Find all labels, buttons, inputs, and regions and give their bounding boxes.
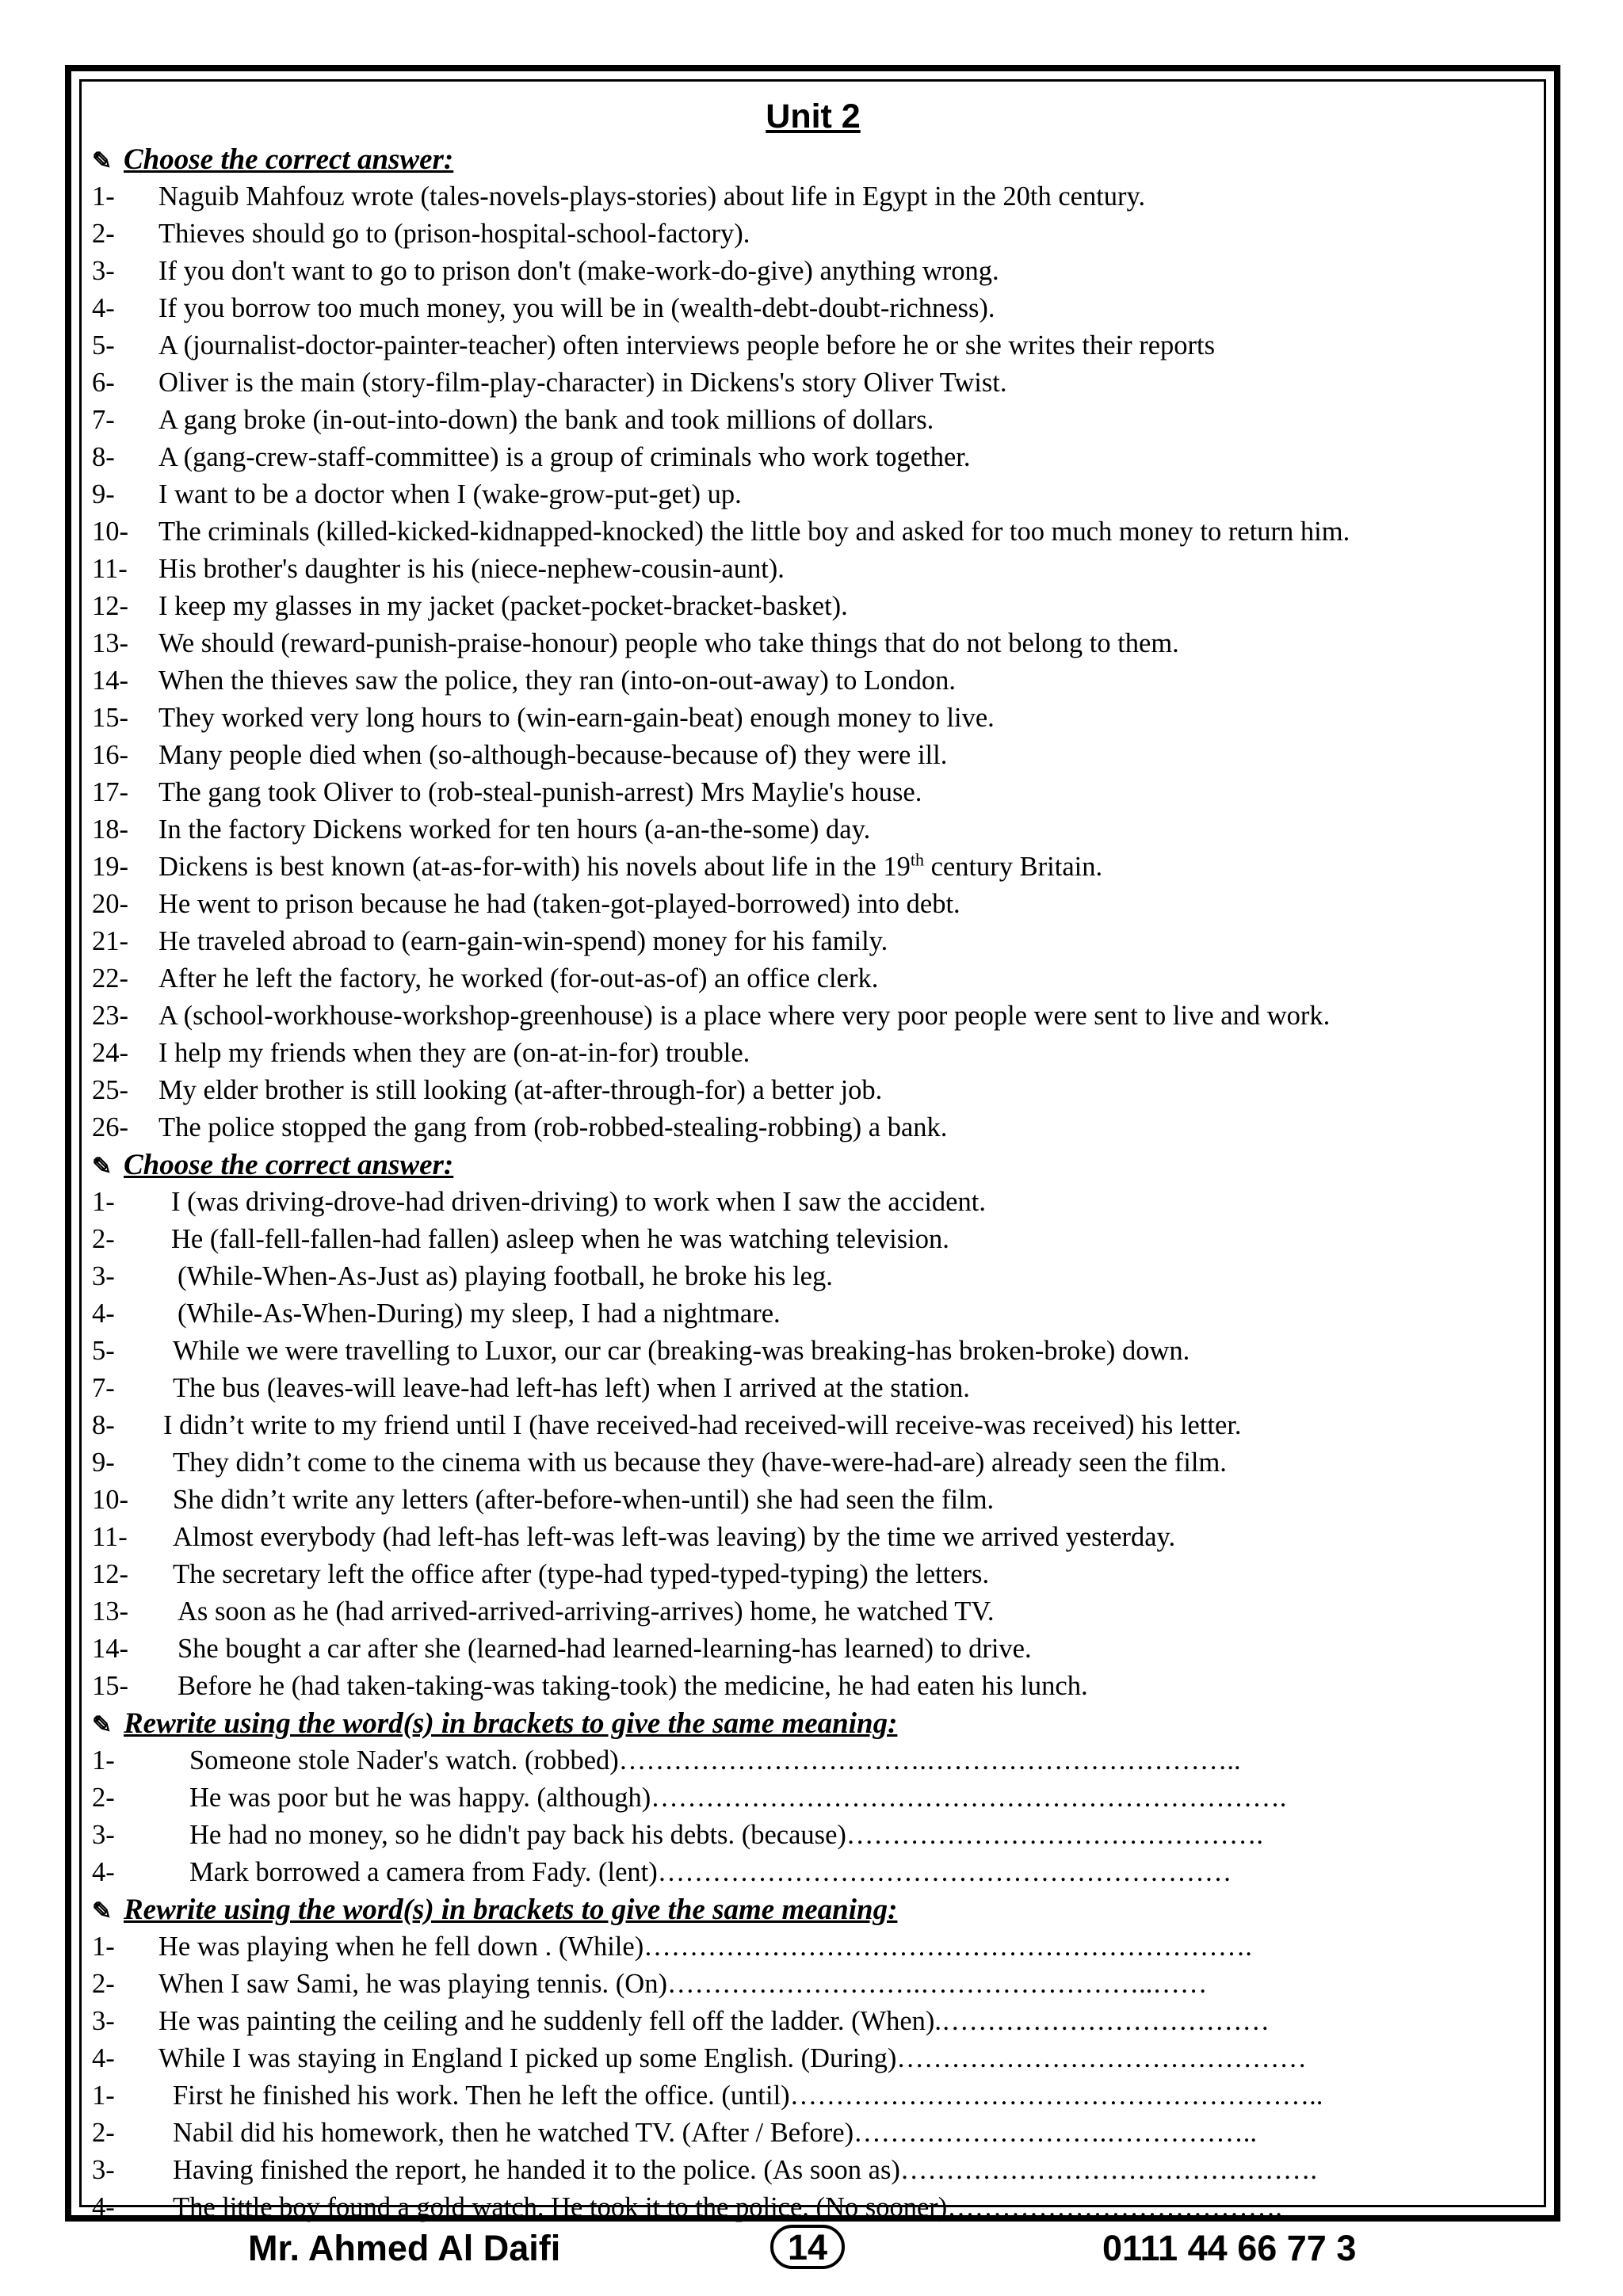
item-text: The secretary left the office after (type-had typed-typed-typing) the letters.: [173, 1559, 990, 1589]
exercise-item: [92, 1370, 1582, 1407]
item-number: 4-: [92, 1299, 115, 1329]
phone-number: 0111 44 66 77 3: [1102, 2228, 1357, 2268]
exercise-item: [92, 402, 1582, 439]
item-number: 19-: [92, 852, 128, 882]
item-text: If you borrow too much money, you will be in (wealth-debt-doubt-richness).: [158, 293, 995, 323]
item-number: 14-: [92, 1634, 128, 1664]
item-text: The bus (leaves-will leave-had left-has left) when I arrived at the station.: [173, 1373, 970, 1403]
item-text: [158, 849, 1102, 886]
item-number: 24-: [92, 1038, 128, 1068]
pencil-icon: ✎: [92, 1154, 113, 1180]
exercise-item: [92, 551, 1582, 588]
item-number: 3-: [92, 256, 115, 286]
item-text: Mark borrowed a camera from Fady. (lent)………………………………………………………: [189, 1857, 1232, 1887]
item-number: 4-: [92, 2043, 115, 2073]
item-number: 8-: [92, 1410, 115, 1440]
item-text-part: century Britain.: [923, 852, 1103, 882]
exercise-item: [92, 290, 1582, 327]
section-heading: [92, 1705, 1582, 1742]
item-text: She bought a car after she (learned-had learned-learning-has learned) to drive.: [178, 1634, 1032, 1664]
item-number: 17-: [92, 777, 128, 807]
exercise-item: [92, 1742, 1582, 1779]
item-number: 2-: [92, 1224, 115, 1254]
item-text: When the thieves saw the police, they ran (into-on-out-away) to London.: [158, 666, 956, 696]
item-number: 16-: [92, 740, 128, 770]
exercise-item: [92, 811, 1582, 849]
item-text: A (gang-crew-staff-committee) is a group of criminals who work together.: [158, 442, 971, 472]
item-number: 7-: [92, 1373, 115, 1403]
item-text: My elder brother is still looking (at-after-through-for) a better job.: [158, 1075, 883, 1105]
item-text: He was painting the ceiling and he suddenly fell off the ladder. (When).………………………………: [158, 2006, 1270, 2036]
section-heading-text: Choose the correct answer:: [124, 1149, 454, 1181]
item-text: When I saw Sami, he was playing tennis. (On)……………………….……………………..……: [158, 1969, 1208, 1999]
exercise-item: [92, 1109, 1582, 1146]
item-text: The gang took Oliver to (rob-steal-punish-arrest) Mrs Maylie's house.: [158, 777, 922, 807]
item-text: I didn’t write to my friend until I (have received-had received-will receive-was received) his letter.: [163, 1410, 1242, 1440]
item-number: 3-: [92, 1820, 115, 1850]
item-text: The police stopped the gang from (rob-robbed-stealing-robbing) a bank.: [158, 1112, 948, 1142]
item-number: 5-: [92, 1336, 115, 1366]
item-number: 1-: [92, 1187, 115, 1217]
item-text: As soon as he (had arrived-arrived-arriving-arrives) home, he watched TV.: [178, 1596, 995, 1627]
exercise-item: [92, 1407, 1582, 1444]
item-number: 8-: [92, 442, 115, 472]
item-number: 12-: [92, 1559, 128, 1589]
exercise-item: [92, 327, 1582, 364]
item-number: 9-: [92, 1447, 115, 1478]
item-number: 2-: [92, 1783, 115, 1813]
item-text: The criminals (killed-kicked-kidnapped-knocked) the little boy and asked for too much money to return him.: [158, 517, 1350, 547]
item-text: First he finished his work. Then he left the office. (until)…………………………………………………..: [173, 2081, 1323, 2111]
exercise-item: [92, 1593, 1582, 1630]
superscript: th: [910, 849, 924, 870]
pencil-icon: ✎: [92, 1898, 113, 1924]
item-text: Many people died when (so-although-because-because of) they were ill.: [158, 740, 948, 770]
item-number: 23-: [92, 1001, 128, 1031]
exercise-item: [92, 588, 1582, 625]
item-number: 2-: [92, 219, 115, 249]
exercise-item: [92, 1556, 1582, 1593]
item-number: 6-: [92, 368, 115, 398]
item-number: 10-: [92, 517, 128, 547]
item-number: 3-: [92, 2006, 115, 2036]
item-text: While we were travelling to Luxor, our car (breaking-was breaking-has broken-broke) down.: [173, 1336, 1190, 1366]
worksheet-content: [92, 92, 1582, 2226]
item-number: 26-: [92, 1112, 128, 1142]
item-number: 3-: [92, 2155, 115, 2185]
exercise-item: [92, 364, 1582, 402]
pencil-icon: ✎: [92, 148, 113, 174]
exercise-item: [92, 2003, 1582, 2040]
item-text: We should (reward-punish-praise-honour) people who take things that do not belong to them.: [158, 628, 1179, 658]
exercise-item: [92, 2115, 1582, 2152]
exercise-item: [92, 1817, 1582, 1854]
item-text: A (school-workhouse-workshop-greenhouse) is a place where very poor people were sent to live and work.: [158, 1001, 1331, 1031]
item-number: 11-: [92, 554, 128, 584]
exercise-item: [92, 1928, 1582, 1966]
exercise-section: [92, 1705, 1582, 1891]
item-text: I (was driving-drove-had driven-driving) to work when I saw the accident.: [171, 1187, 986, 1217]
item-number: 12-: [92, 591, 128, 621]
item-text: Someone stole Nader's watch. (robbed)…………………………….……………………………..: [189, 1745, 1241, 1775]
section-heading: [92, 1891, 1582, 1928]
item-text: (While-As-When-During) my sleep, I had a nightmare.: [178, 1299, 781, 1329]
item-number: 14-: [92, 666, 128, 696]
item-text: They didn’t come to the cinema with us because they (have-were-had-are) already seen the film.: [173, 1447, 1227, 1478]
item-text: He traveled abroad to (earn-gain-win-spend) money for his family.: [158, 926, 888, 956]
exercise-item: [92, 1035, 1582, 1072]
item-text: While I was staying in England I picked up some English. (During)………………………………………: [158, 2043, 1307, 2073]
exercise-item: [92, 1221, 1582, 1258]
exercise-section: [92, 1891, 1582, 2226]
unit-title: Unit 2: [766, 97, 861, 135]
item-text: He (fall-fell-fallen-had fallen) asleep when he was watching television.: [171, 1224, 949, 1254]
exercise-item: [92, 253, 1582, 290]
item-number: 5-: [92, 330, 115, 360]
item-number: 7-: [92, 405, 115, 435]
exercise-item: [92, 1854, 1582, 1891]
item-text: I keep my glasses in my jacket (packet-pocket-bracket-basket).: [158, 591, 848, 621]
item-text: In the factory Dickens worked for ten hours (a-an-the-some) day.: [158, 814, 871, 845]
exercise-item: [92, 960, 1582, 997]
item-text: His brother's daughter is his (niece-nephew-cousin-aunt).: [158, 554, 785, 584]
exercise-item: [92, 923, 1582, 960]
item-number: 15-: [92, 1671, 128, 1701]
item-text: (While-When-As-Just as) playing football, he broke his leg.: [178, 1261, 833, 1291]
item-text: Having finished the report, he handed it to the police. (As soon as)……………………………………….: [173, 2155, 1317, 2185]
item-number: 18-: [92, 814, 128, 845]
item-number: 1-: [92, 1932, 115, 1962]
item-text: Before he (had taken-taking-was taking-took) the medicine, he had eaten his lunch.: [178, 1671, 1088, 1701]
item-number: 1-: [92, 181, 115, 212]
exercise-item: [92, 625, 1582, 662]
exercise-item: [92, 737, 1582, 774]
item-number: 13-: [92, 1596, 128, 1627]
exercise-item: [92, 1444, 1582, 1482]
section-heading-text: Rewrite using the word(s) in brackets to give the same meaning:: [124, 1894, 898, 1926]
item-text: Almost everybody (had left-has left-was left-was leaving) by the time we arrived yesterday.: [173, 1522, 1176, 1552]
exercise-item: [92, 1072, 1582, 1109]
exercise-item: [92, 1184, 1582, 1221]
exercise-item: [92, 1333, 1582, 1370]
page-number: 14: [770, 2225, 845, 2269]
exercise-item: [92, 1295, 1582, 1333]
item-text: If you don't want to go to prison don't (make-work-do-give) anything wrong.: [158, 256, 999, 286]
section-heading-text: Choose the correct answer:: [124, 143, 454, 176]
item-number: 13-: [92, 628, 128, 658]
item-number: 2-: [92, 2118, 115, 2148]
item-number: 2-: [92, 1969, 115, 1999]
exercise-item: [92, 849, 1582, 886]
item-number: 4-: [92, 293, 115, 323]
section-heading: [92, 141, 1582, 178]
exercise-item: [92, 1519, 1582, 1556]
item-number: 1-: [92, 1745, 115, 1775]
item-number: 3-: [92, 1261, 115, 1291]
exercise-item: [92, 1966, 1582, 2003]
item-text-part: Dickens is best known (at-as-for-with) his novels about life in the 19: [158, 852, 911, 882]
item-text: She didn’t write any letters (after-before-when-until) she had seen the film.: [173, 1485, 995, 1515]
author-name: Mr. Ahmed Al Daifi: [248, 2228, 561, 2268]
item-number: 25-: [92, 1075, 128, 1105]
section-heading-text: Rewrite using the word(s) in brackets to give the same meaning:: [124, 1707, 898, 1740]
exercise-item: [92, 1668, 1582, 1705]
item-text: The little boy found a gold watch. He took it to the police. (No sooner)……………………………….: [173, 2192, 1282, 2222]
exercise-item: [92, 513, 1582, 551]
item-number: 20-: [92, 889, 128, 919]
exercise-item: [92, 886, 1582, 923]
exercise-item: [92, 700, 1582, 737]
exercise-item: [92, 439, 1582, 476]
item-number: 9-: [92, 479, 115, 509]
exercise-item: [92, 662, 1582, 700]
item-text: Oliver is the main (story-film-play-character) in Dickens's story Oliver Twist.: [158, 368, 1007, 398]
item-text: They worked very long hours to (win-earn-gain-beat) enough money to live.: [158, 703, 995, 733]
exercise-item: [92, 178, 1582, 215]
item-text: He was poor but he was happy. (although)…………………………………………………………….: [189, 1783, 1287, 1813]
exercise-item: [92, 2152, 1582, 2189]
item-text: A gang broke (in-out-into-down) the bank and took millions of dollars.: [158, 405, 934, 435]
sections-container: [92, 141, 1582, 2226]
page-footer: [0, 2225, 1623, 2272]
item-number: 10-: [92, 1485, 128, 1515]
exercise-item: [92, 476, 1582, 513]
exercise-item: [92, 1630, 1582, 1668]
item-text: A (journalist-doctor-painter-teacher) often interviews people before he or she writes their reports: [158, 330, 1216, 360]
item-text: After he left the factory, he worked (for-out-as-of) an office clerk.: [158, 963, 879, 994]
exercise-item: [92, 2077, 1582, 2115]
item-text: Thieves should go to (prison-hospital-school-factory).: [158, 219, 750, 249]
exercise-item: [92, 1482, 1582, 1519]
pencil-icon: ✎: [92, 1712, 113, 1738]
exercise-section: [92, 141, 1582, 1146]
exercise-section: [92, 1146, 1582, 1705]
exercise-item: [92, 215, 1582, 253]
item-text: He went to prison because he had (taken-got-played-borrowed) into debt.: [158, 889, 960, 919]
exercise-item: [92, 774, 1582, 811]
item-text: He was playing when he fell down . (While)………………………………………………………….: [158, 1932, 1252, 1962]
item-number: 22-: [92, 963, 128, 994]
item-text: I help my friends when they are (on-at-in-for) trouble.: [158, 1038, 750, 1068]
item-number: 4-: [92, 1857, 115, 1887]
item-text: Nabil did his homework, then he watched TV. (After / Before)……………………….……………..: [173, 2118, 1257, 2148]
item-number: 11-: [92, 1522, 128, 1552]
exercise-item: [92, 2189, 1582, 2226]
exercise-item: [92, 1258, 1582, 1295]
exercise-item: [92, 1779, 1582, 1817]
exercise-item: [92, 997, 1582, 1035]
item-number: 15-: [92, 703, 128, 733]
section-heading: [92, 1146, 1582, 1184]
exercise-item: [92, 2040, 1582, 2077]
item-number: 21-: [92, 926, 128, 956]
item-number: 1-: [92, 2081, 115, 2111]
item-number: 4-: [92, 2192, 115, 2222]
item-text: I want to be a doctor when I (wake-grow-put-get) up.: [158, 479, 742, 509]
item-text: Naguib Mahfouz wrote (tales-novels-plays-stories) about life in Egypt in the 20th century.: [158, 181, 1146, 212]
item-text: He had no money, so he didn't pay back his debts. (because)……………………………………….: [189, 1820, 1264, 1850]
